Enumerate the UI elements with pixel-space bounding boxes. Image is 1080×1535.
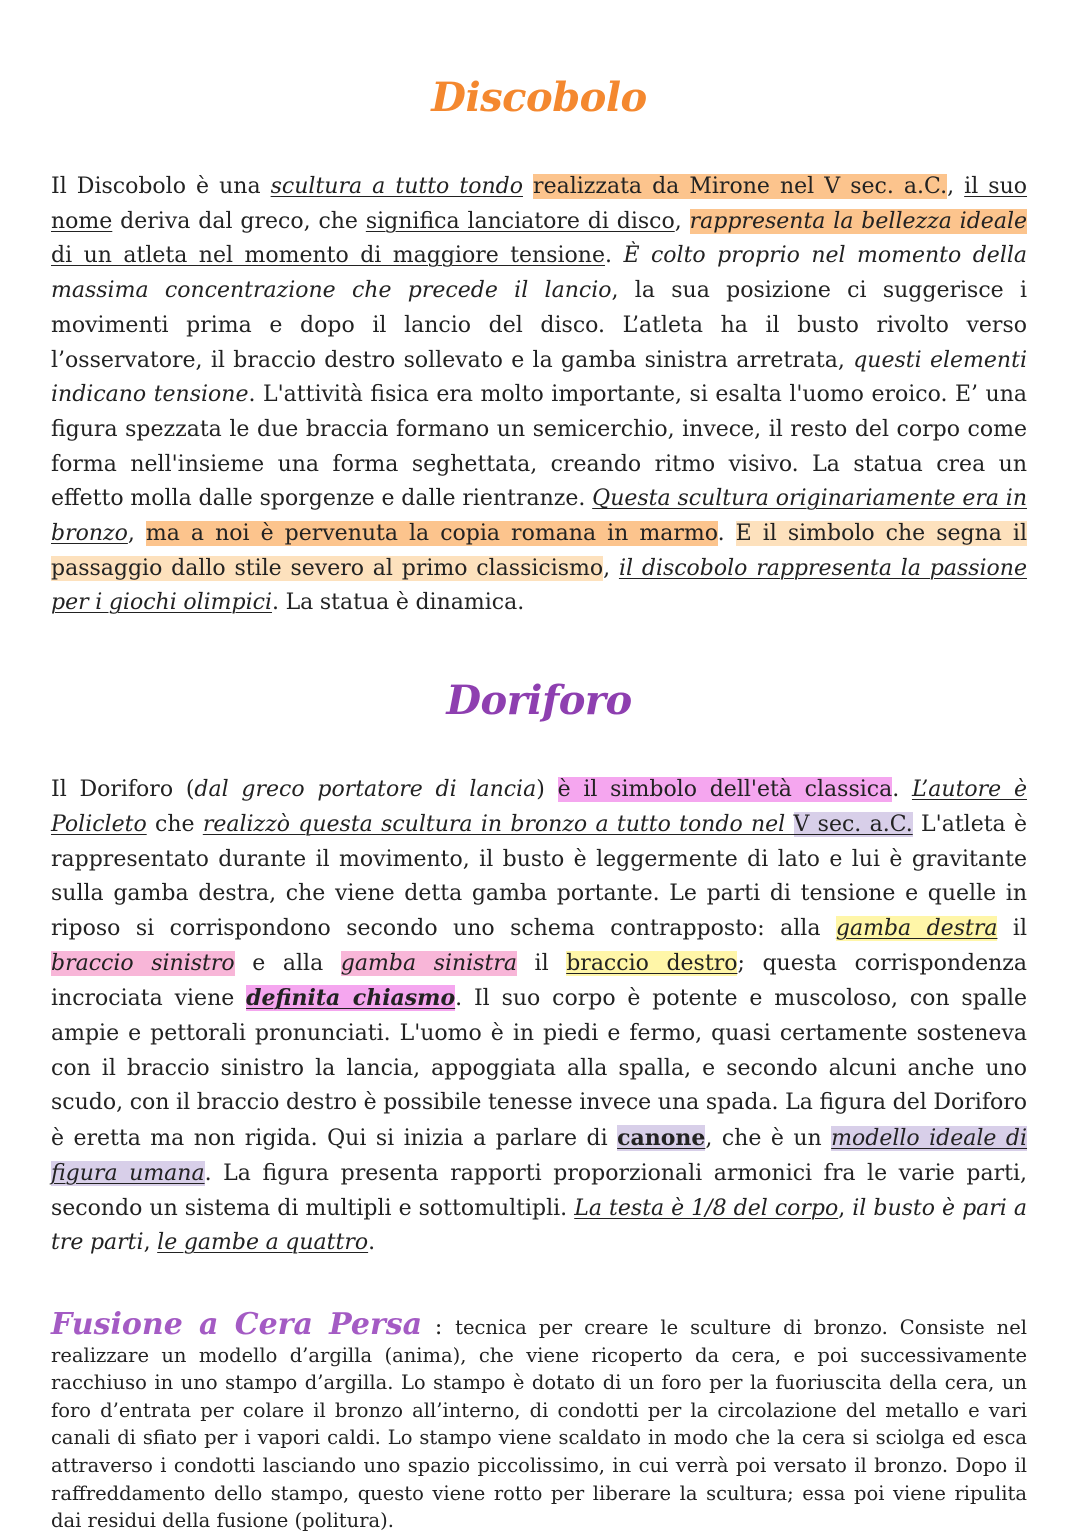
text-run: .: [892, 777, 912, 803]
text-run: .: [368, 1230, 376, 1256]
italic-text: il busto è pari a tre parti: [51, 1195, 1027, 1256]
text-run: Il Discobolo è una: [51, 174, 271, 199]
text-run: .: [717, 521, 736, 547]
highlight-lavender-bold: canone: [617, 1125, 706, 1152]
text-run: ,: [143, 1230, 158, 1256]
discobolo-paragraph: [51, 170, 1027, 621]
italic-text: È colto proprio nel momento della massima concentrazione che precede il lancio: [51, 243, 1028, 304]
underlined-italic: scultura a tutto tondo: [270, 174, 523, 199]
text-run: ,: [674, 208, 690, 234]
underlined-italic: realizzò questa scultura in bronzo a tutto tondo nel: [202, 811, 794, 837]
text-run: . La figura presenta rapporti proporzionali armonici fra le varie parti, secondo un sistema di multipli e sottomultipli.: [51, 1160, 1027, 1221]
underlined-text: di un atleta nel momento di maggiore tensione: [51, 243, 605, 269]
discobolo-title: Discobolo: [431, 74, 647, 121]
text-run: L'atleta è rappresentato durante il movimento, il busto è leggermente di lato e lui è gravitante sulla gamba destra, che viene detta gamba portante. Le parti di tensione e quelle in riposo si corrispondono secondo uno schema contrapposto: alla: [51, 811, 1027, 941]
highlight-pink-bold: definita chiasmo: [246, 985, 456, 1012]
text-run: Il Doriforo (: [51, 777, 195, 803]
underlined-italic: le gambe a quattro: [157, 1230, 369, 1256]
highlight-pink: braccio sinistro: [51, 950, 235, 976]
text-run: e alla: [234, 950, 341, 976]
text-run: ,: [947, 174, 965, 199]
text-run: . La statua è dinamica.: [271, 590, 525, 616]
highlight-orange-italic: rappresenta la bellezza ideale: [689, 208, 1027, 234]
text-run: [523, 174, 533, 199]
highlight-orange: realizzata da Mirone nel V sec. a.C.: [533, 174, 948, 199]
doriforo-paragraph: [51, 773, 1027, 1261]
highlight-light-orange: E il simbolo che segna il passaggio dallo stile severo al primo classicismo: [51, 521, 1028, 581]
highlight-lavender: modello ideale di figura umana: [51, 1126, 1028, 1186]
text-run: ; questa corrispondenza incrociata viene: [51, 950, 1027, 1012]
fusione-paragraph: [51, 1306, 1027, 1535]
italic-text: questi elementi indicano tensione: [51, 347, 1027, 408]
text-run: ,: [127, 521, 146, 547]
doriforo-title: Doriforo: [446, 677, 632, 725]
underlined-italic: il discobolo rappresenta la passione per i giochi olimpici: [51, 555, 1027, 616]
text-run: che: [146, 811, 203, 837]
text-run: . L'attività fisica era molto importante, si esalta l'uomo eroico. E’ una figura spezzata le due braccia formano un semicerchio, invece, il resto del corpo come forma nell'insieme una forma seghettata, creando ritmo visivo. La statua crea un effetto molla dalle sporgenze e dalle rientranze.: [51, 382, 1027, 512]
text-run: ,: [603, 555, 619, 581]
text-run: .: [605, 243, 624, 269]
text-run: deriva dal greco, che: [112, 208, 366, 234]
underlined-italic: Questa scultura originariamente era in bronzo: [51, 486, 1027, 547]
underlined-text: significa lanciatore di disco: [365, 208, 675, 234]
text-run: . Il suo corpo è potente e muscoloso, con spalle ampie e pettorali pronunciati. L'uomo è in piedi e fermo, quasi certamente sosteneva con il braccio sinistro la lancia, appoggiata alla spalla, e secondo alcuni anche uno scudo, con il braccio destro è possibile tenesse invece una spada. La figura del Doriforo è eretta ma non rigida. Qui si inizia a parlare di: [51, 986, 1027, 1152]
text-run: ,: [838, 1195, 853, 1221]
text-run: , la sua posizione ci suggerisce i movimenti prima e dopo il lancio del disco. L’atleta ha il busto rivolto verso l’osservatore, il braccio destro sollevato e la gamba sinistra arretrata,: [51, 278, 1028, 373]
highlight-orange: ma a noi è pervenuta la copia romana in marmo: [145, 521, 718, 547]
underlined-italic: L’autore è Policleto: [51, 777, 1027, 837]
fusione-separator: :: [422, 1314, 456, 1340]
italic-text: dal greco portatore di lancia: [194, 777, 537, 803]
text-run: il: [516, 950, 567, 976]
highlight-lavender: V sec. a.C.: [793, 811, 913, 837]
highlight-pink: è il simbolo dell'età classica: [557, 777, 893, 803]
text-run: , che è un: [705, 1126, 832, 1152]
text-run: ): [536, 777, 558, 803]
text-run: il: [997, 915, 1027, 941]
fusione-text: tecnica per creare le sculture di bronzo. Consiste nel realizzare un modello d’argilla (anima), che viene ricoperto da cera, e poi successivamente racchiuso in uno stampo d’argilla. Lo stampo è dotato di un foro per la fuoriuscita della cera, un foro d’entrata per colare il bronzo all’interno, di condotti per la circolazione del metallo e vari canali di sfiato per i vapori caldi. Lo stampo viene scaldato in modo che la cera si sciolga ed esca attraverso i condotti lasciando uno spazio piccolissimo, in cui verrà poi versato il bronzo. Dopo il raffreddamento dello stampo, questo viene rotto per liberare la scultura; essa poi viene ripulita dai residui della fusione (politura).: [51, 1315, 1027, 1533]
highlight-yellow: gamba destra: [835, 915, 998, 941]
underlined-text: il suo nome: [51, 174, 1028, 234]
underlined-italic: La testa è 1/8 del corpo: [574, 1195, 839, 1221]
highlight-yellow: braccio destro: [566, 950, 738, 976]
fusione-title: Fusione a Cera Persa: [51, 1306, 423, 1342]
highlight-pink: gamba sinistra: [340, 950, 517, 976]
